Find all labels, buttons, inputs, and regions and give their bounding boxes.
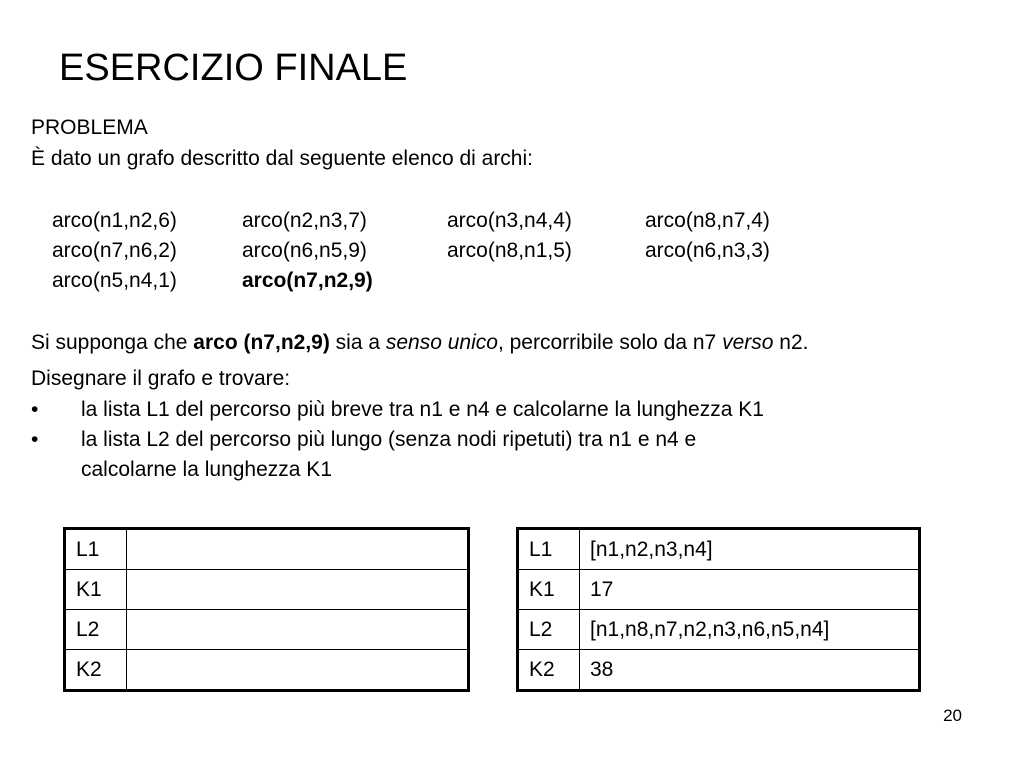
assumption-part: n2. xyxy=(773,331,809,354)
table-row xyxy=(65,529,469,570)
arc-item: arco(n7,n6,2) xyxy=(52,239,177,262)
assumption-direction: verso xyxy=(722,331,774,354)
table-key-cell: L1 xyxy=(518,529,580,570)
page-number: 20 xyxy=(943,706,962,725)
table-value-cell xyxy=(127,570,469,610)
table-row xyxy=(518,610,920,650)
table-key-cell: K2 xyxy=(518,650,580,691)
problem-intro: È dato un grafo descritto dal seguente elenco di archi: xyxy=(31,147,533,170)
table-row xyxy=(518,529,920,570)
table-value-cell: [n1,n2,n3,n4] xyxy=(580,529,920,570)
table-value-cell: [n1,n8,n7,n2,n3,n6,n5,n4] xyxy=(580,610,920,650)
table-key-cell: K2 xyxy=(65,650,127,691)
table-key-cell: K1 xyxy=(65,570,127,610)
arc-item: arco(n8,n7,4) xyxy=(645,209,770,232)
table-row xyxy=(518,570,920,610)
table-value-cell xyxy=(127,529,469,570)
task-text: Disegnare il grafo e trovare: xyxy=(31,367,291,390)
bullet-line: la lista L2 del percorso più lungo (senza nodi ripetuti) tra n1 e n4 e xyxy=(81,428,697,451)
bullet-mark: • xyxy=(31,428,39,451)
arc-row xyxy=(52,206,805,236)
arc-item: arco(n5,n4,1) xyxy=(52,269,177,292)
table-value-cell xyxy=(127,610,469,650)
table-key-cell: K1 xyxy=(518,570,580,610)
table-value-cell: 17 xyxy=(580,570,920,610)
assumption-part: sia a xyxy=(329,331,386,354)
assumption-text xyxy=(31,330,808,356)
arc-item: arco(n3,n4,4) xyxy=(447,209,572,232)
arc-list xyxy=(52,206,805,296)
table-value-cell: 38 xyxy=(580,650,920,691)
bullet-item xyxy=(31,425,981,485)
arc-item: arco(n6,n3,3) xyxy=(645,239,770,262)
problem-heading: PROBLEMA xyxy=(31,116,148,139)
arc-row xyxy=(52,266,805,296)
arc-item: arco(n8,n1,5) xyxy=(447,239,572,262)
page-title: ESERCIZIO FINALE xyxy=(59,47,408,89)
answer-table-empty xyxy=(63,527,470,692)
bullet-text xyxy=(81,425,981,485)
table-key-cell: L2 xyxy=(65,610,127,650)
bullet-mark: • xyxy=(31,398,39,421)
table-key-cell: L2 xyxy=(518,610,580,650)
table-row xyxy=(65,610,469,650)
arc-item: arco(n1,n2,6) xyxy=(52,209,177,232)
assumption-arc-bold: arco (n7,n2,9) xyxy=(193,331,330,354)
table-row xyxy=(65,570,469,610)
bullet-text xyxy=(81,395,981,425)
arc-item: arco(n2,n3,7) xyxy=(242,209,367,232)
arc-item-highlighted: arco(n7,n2,9) xyxy=(242,269,373,292)
arc-item: arco(n6,n5,9) xyxy=(242,239,367,262)
answer-table-solution xyxy=(516,527,921,692)
table-row xyxy=(65,650,469,691)
table-row xyxy=(518,650,920,691)
bullet-line: la lista L1 del percorso più breve tra n1 e n4 e calcolarne la lunghezza K1 xyxy=(81,398,764,421)
bullet-item xyxy=(31,395,981,425)
assumption-part: , percorribile solo da n7 xyxy=(497,331,723,354)
assumption-part: Si supponga che xyxy=(31,331,194,354)
table-key-cell: L1 xyxy=(65,529,127,570)
assumption-one-way: senso unico xyxy=(385,331,498,354)
bullet-line: calcolarne la lunghezza K1 xyxy=(81,458,332,481)
arc-row xyxy=(52,236,805,266)
table-value-cell xyxy=(127,650,469,691)
